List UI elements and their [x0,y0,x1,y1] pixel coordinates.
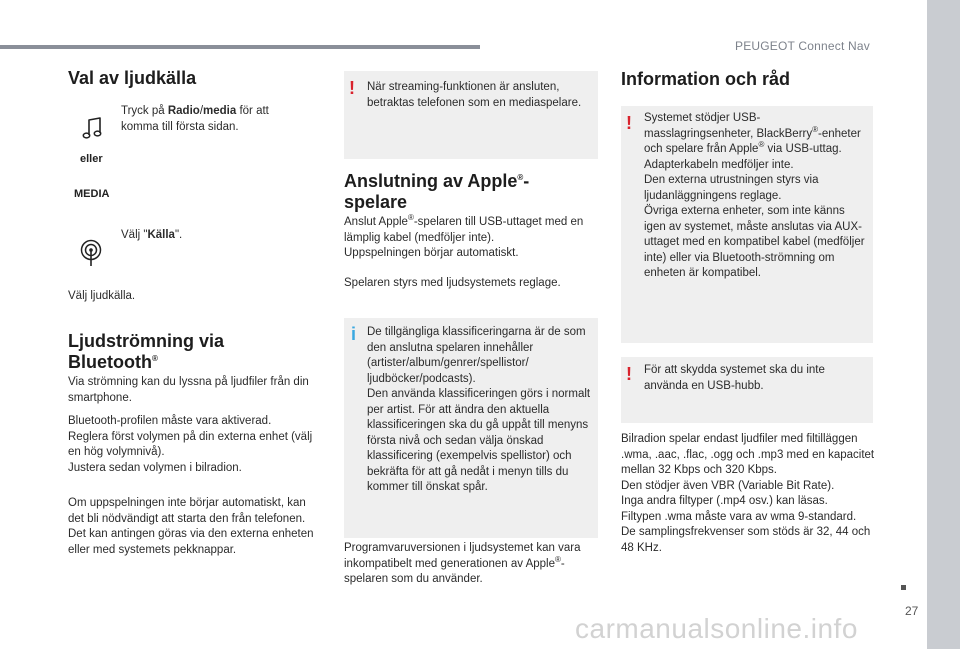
section-title-source: Val av ljudkälla [68,68,197,88]
apple-connect-text: Anslut Apple®-spelaren till USB-uttaget med en lämplig kabel (medföljer inte). Uppspelningen börjar automatiskt. [344,213,584,259]
or-label: eller [80,153,103,165]
bluetooth-start-text: Om uppspelningen inte börjar automatiskt, kan det bli nödvändigt att starta den från telefonen. Det kan antingen göras via den externa enheten eller med systemets pekknappar. [68,497,314,556]
file-format-text: Bilradion spelar endast ljudfiler med filtilläggen .wma, .aac, .flac, .ogg och .mp3 med en kapacitet mellan 32 Kbps och 320 Kbps. Den stödjer även VBR (Variable Bit Rate). Inga andra filtyper (.mp4 osv.) kan läsas. Filtypen .wma måste vara av wma 9-standard. De samplingsfrekvenser som stöds är 32, 44 och 48 KHz. [621,433,875,554]
apple-control-text: Spelaren styrs med ljudsystemets reglage. [344,277,561,289]
music-note-icon [80,114,106,142]
warning-icon: ! [349,78,355,98]
apple-software-text: Programvaruversionen i ljudsystemet kan vara inkompatibelt med generationen av Apple®-spelaren som du använder. [344,542,581,585]
warning-icon: ! [626,364,632,384]
warning-note-streaming: ! När streaming-funktionen är ansluten, betraktas telefonen som en mediaspelare. [344,71,598,159]
side-band [927,0,960,649]
warning-note-usb: ! Systemet stödjer USB-masslagringsenheter, BlackBerry®-enheter och spelare från Apple® via USB-uttag. Adapterkabeln medföljer inte. Den externa utrustningen styrs via ljudanläggningens reglage. Övriga externa enheter, som inte känns igen av systemet, måste anslutas via AUX-uttaget med en kompatibel kabel (medföljer inte) eller via Bluetooth-strömning om enheten är kompatibel. [621,106,873,343]
step-press-radio: Tryck på Radio/media för att komma till första sidan. [121,105,269,133]
section-title-apple: Anslutning av Apple®- spelare [344,171,530,212]
source-icon [79,238,103,268]
choose-source-text: Välj ljudkälla. [68,290,136,302]
header-title: PEUGEOT Connect Nav [735,39,870,53]
info-note-classification: i De tillgängliga klassificeringarna är de som den anslutna spelaren innehåller (artister/album/genrer/spellistor/ ljudböcker/podcasts). Den använda klassificeringen görs i normalt per artist. För att ändra den aktuella klassificeringen ska du gå uppåt till menyns första nivå och sedan välja önskad klassificering (exempelvis spellistor) och bekräfta för att gå nedåt i menyn tills du kommer till önskat spår. [344,318,598,538]
info-icon: i [351,324,357,344]
page-number: 27 [905,604,919,618]
media-button: MEDIA [74,188,110,200]
warning-note-hub: ! För att skydda systemet ska du inte använda en USB-hubb. [621,357,873,423]
watermark: carmanualsonline.info [575,613,858,644]
section-title-bluetooth: Ljudströmning via Bluetooth® [68,331,225,372]
section-title-info: Information och råd [621,69,791,89]
bluetooth-volume-text: Bluetooth-profilen måste vara aktiverad. Reglera först volymen på din externa enhet (välj en hög volymnivå). Justera sedan volymen i bilradion. [68,415,313,474]
bluetooth-intro: Via strömning kan du lyssna på ljudfiler från din smartphone. [68,376,309,404]
header-rule [0,45,480,49]
step-choose-source: Välj "Källa". [121,229,183,241]
warning-icon: ! [626,113,632,133]
page-marker [901,585,906,590]
